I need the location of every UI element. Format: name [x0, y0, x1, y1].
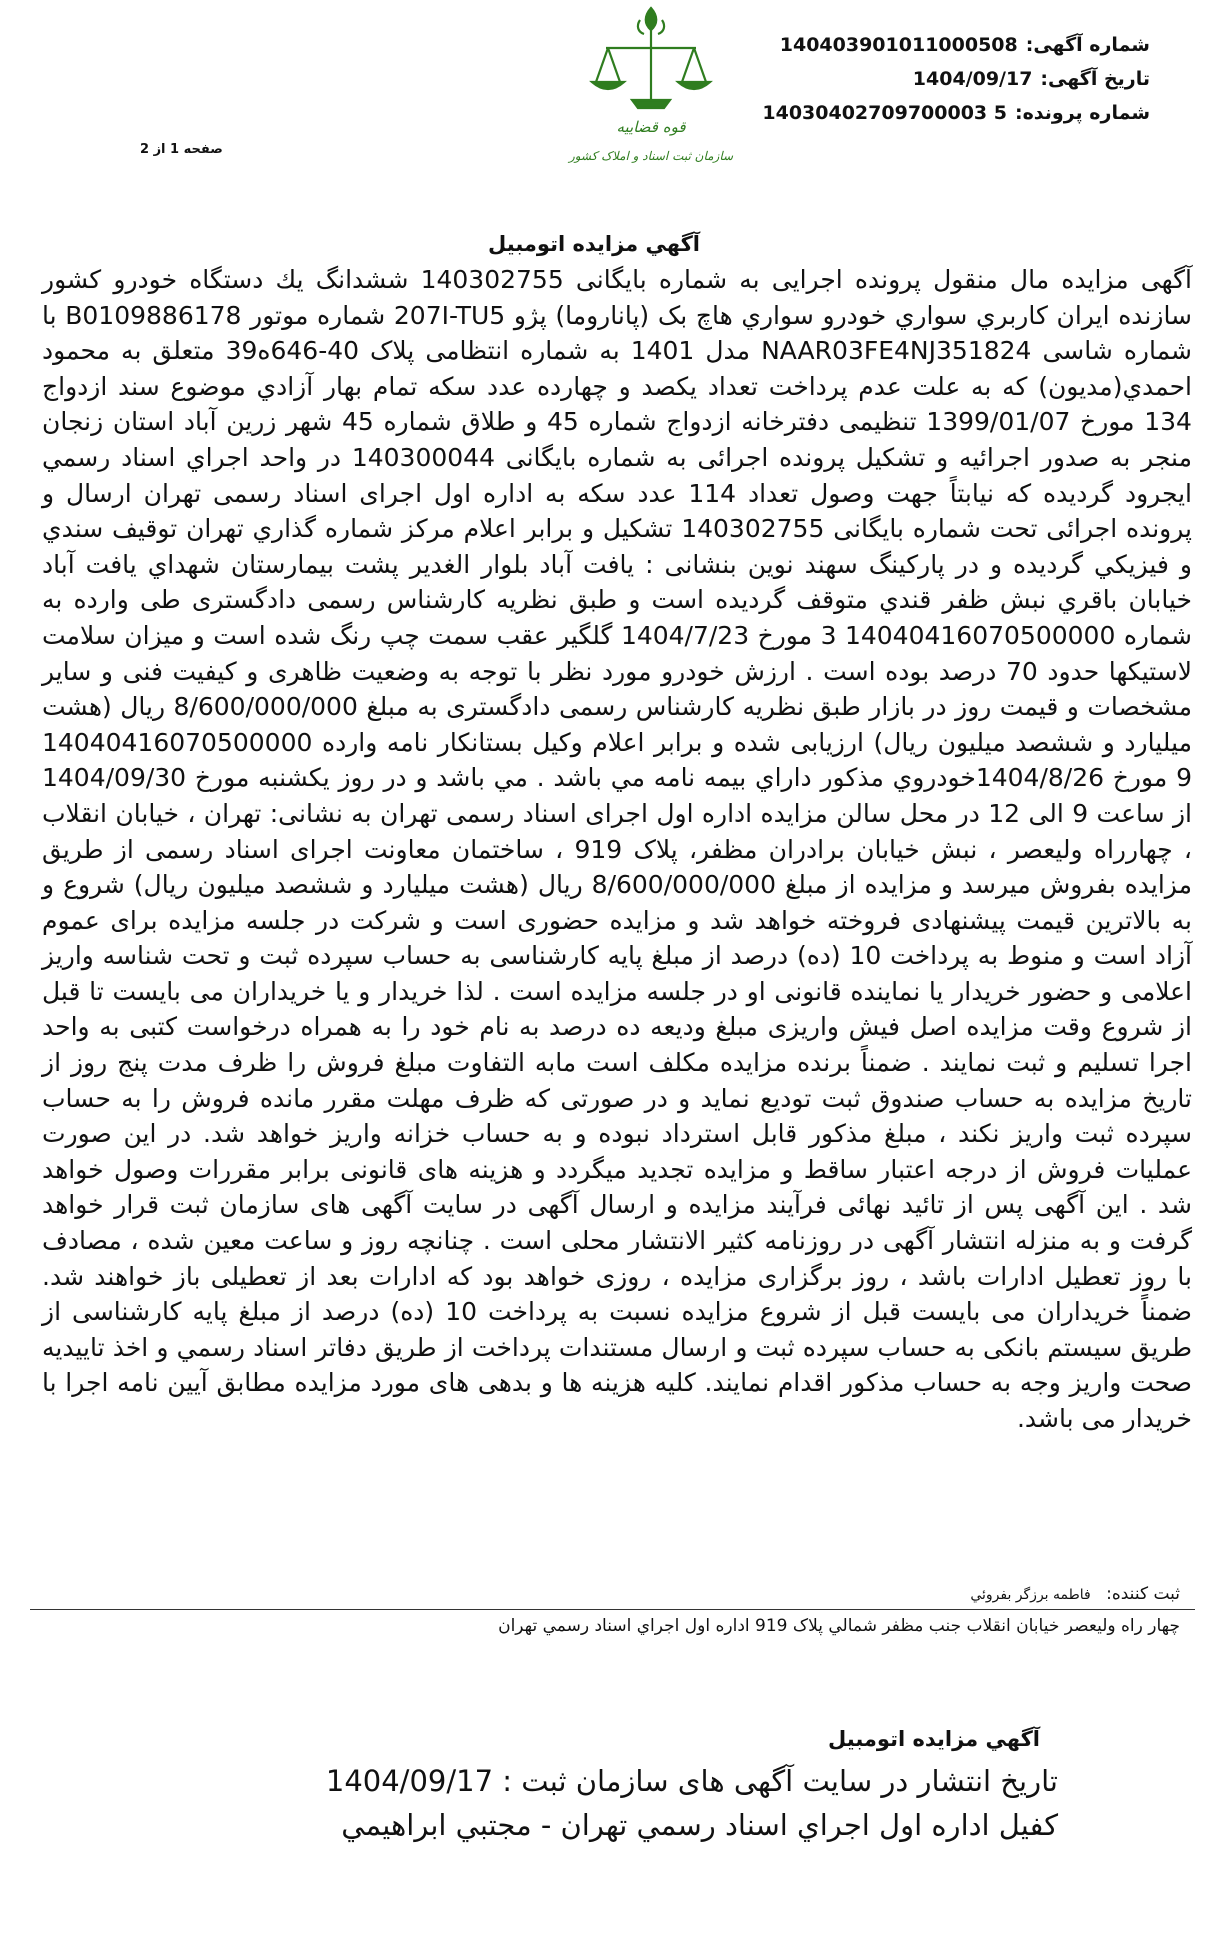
registrar-label: ثبت کننده:	[1106, 1584, 1180, 1604]
signature-line: کفيل اداره اول اجراي اسناد رسمي تهران - مجتبي ابراهيمي	[341, 1808, 1058, 1842]
notice-body: آگهی مزایده مال منقول پرونده اجرایی به شماره بایگانی 140302755 ششدانگ يك دستگاه خودرو كشور سازنده ايران كاربري سواري خودرو سواري هاچ بک (پاناروما) پژو 207I-TU5 شماره موتور B0109886178 با شماره شاسی NAAR03FE4NJ351824 مدل 1401 به شماره انتظامی پلاک 40-646ه39 متعلق به محمود احمدي(مديون) كه به علت عدم پرداخت تعداد يكصد و چهارده عدد سكه تمام بهار آزادي موضوع سند ازدواج 134 مورخ 1399/01/07 تنظیمی دفترخانه ازدواج شماره 45 و طلاق شماره 45 شهر زرين آباد استان زنجان منجر به صدور اجرائیه و تشکیل پرونده اجرائی به شماره بایگانی 140300044 در واحد اجراي اسناد رسمي ايجرود گرديده كه نيابتاً جهت وصول تعداد 114 عدد سكه به اداره اول اجرای اسناد رسمی تهران ارسال و پرونده اجرائی تحت شماره بایگانی 140302755 تشكيل و برابر اعلام مركز شماره گذاري تهران توقيف سندي و فيزيكي گرديده و در پاركينگ سهند نوين بنشانی : يافت آباد بلوار الغدير پشت بيمارستان شهداي يافت آباد خيابان باقري نبش ظفر قندي متوقف گردیده است و طبق نظریه کارشناس رسمی دادگستری طی وارده به شماره 14040416070500000 3 مورخ 1404/7/23 گلگير عقب سمت چپ رنگ شده است و ميزان سلامت لاستيكها حدود 70 درصد بوده است . ارزش خودرو مورد نظر با توجه به وضعیت ظاهری و کیفیت فنی و سایر مشخصات و قیمت روز در بازار طبق نظریه کارشناس رسمی دادگستری به مبلغ 8/600/000/000 ريال (هشت ميليارد و ششصد ميليون ريال) ارزیابی شده و برابر اعلام وكيل بستانكار نامه وارده 14040416070500000 9 مورخ 1404/8/26خودروي مذكور داراي بيمه نامه مي باشد . مي باشد و در روز یکشنبه مورخ 1404/09/30 از ساعت 9 الی 12 در محل سالن مزایده اداره اول اجرای اسناد رسمی تهران به نشانی: تهران ، خیابان انقلاب ، چهارراه ولیعصر ، نبش خیابان برادران مظفر، پلاک 919 ، ساختمان معاونت اجرای اسناد رسمی از طریق مزایده بفروش میرسد و مزایده از مبلغ 8/600/000/000 ريال (هشت ميليارد و ششصد ميليون ريال) شروع و به بالاترین قیمت پیشنهادی فروخته خواهد شد و مزایده حضوری است و شرکت در جلسه مزایده برای عموم آزاد است و منوط به پرداخت 10 (ده) درصد از مبلغ پایه کارشناسی به حساب سپرده ثبت و تحت شناسه واریز اعلامی و حضور خریدار یا نماینده قانونی او در جلسه مزایده است . لذا خریدار و یا خریداران می بایست تا قبل از شروع وقت مزایده اصل فیش واریزی مبلغ ودیعه ده درصد به نام خود را به همراه درخواست کتبی به واحد اجرا تسلیم و ثبت نمایند . ضمناً برنده مزایده مکلف است مابه التفاوت مبلغ فروش را ظرف مدت پنج روز از تاریخ مزایده به حساب صندوق ثبت تودیع نماید و در صورتی که ظرف مهلت مقرر مانده فروش را به حساب سپرده ثبت واریز نکند ، مبلغ مذکور قابل استرداد نبوده و به حساب خزانه واریز خواهد شد. در این صورت عملیات فروش از درجه اعتبار ساقط و مزایده تجدید میگردد و هزینه های قانونی برابر مقررات وصول خواهد شد . این آگهی پس از تائید نهائی فرآیند مزایده و ارسال آگهی در سایت آگهی های سازمان ثبت قرار خواهد گرفت و به منزله انتشار آگهی در روزنامه کثیر الانتشار محلی است . چنانچه روز و ساعت معین شده ، مصادف با روز تعطیل ادارات باشد ، روز برگزاری مزایده ، روزی خواهد بود که ادارات بعد از تعطیلی باز خواهند شد. ضمناً خریداران می بایست قبل از شروع مزایده نسبت به پرداخت 10 (ده) درصد از مبلغ پایه کارشناسی از طریق سیستم بانکی به حساب سپرده ثبت و ارسال مستندات پرداخت از طريق دفاتر اسناد رسمي و اخذ تاييديه صحت واريز وجه به حساب مذكور اقدام نمايند. کلیه هزینه ها و بدهی های مورد مزایده مطابق آیین نامه اجرا با خریدار می باشد.	[42, 265, 1193, 1433]
notice-date-row	[730, 62, 1150, 96]
office-address: چهار راه وليعصر خيابان انقلاب جنب مظفر شمالي پلاک 919 اداره اول اجراي اسناد رسمي تهران	[498, 1616, 1180, 1636]
footer-title: آگهي مزايده اتومبيل	[828, 1727, 1040, 1751]
notice-number-label: شماره آگهی:	[1025, 34, 1150, 56]
notice-date-label: تاریخ آگهی:	[1040, 68, 1150, 90]
registrar	[970, 1584, 1180, 1604]
page-number: صفحه 1 از 2	[140, 142, 223, 157]
case-number-row	[730, 96, 1150, 130]
notice-date: 1404/09/17	[912, 68, 1033, 90]
notice-number-row	[730, 28, 1150, 62]
svg-text:سازمان ثبت اسناد و املاک کشور: سازمان ثبت اسناد و املاک کشور	[568, 149, 734, 163]
publish-date-line: تاريخ انتشار در سايت آگهی های سازمان ثبت : 1404/09/17	[325, 1764, 1058, 1798]
divider	[30, 1609, 1195, 1610]
case-number-label: شماره پرونده:	[1014, 102, 1150, 124]
notice-title: آگهي مزايده اتومبيل	[488, 232, 700, 256]
svg-text:قوه قضاییه: قوه قضاییه	[616, 118, 686, 136]
case-number: 14030402709700003 5	[762, 102, 1007, 124]
registrar-name: فاطمه برزگر بفروئي	[970, 1587, 1091, 1603]
notice-number: 140403901011000508	[779, 34, 1018, 56]
notice-meta	[730, 28, 1150, 130]
